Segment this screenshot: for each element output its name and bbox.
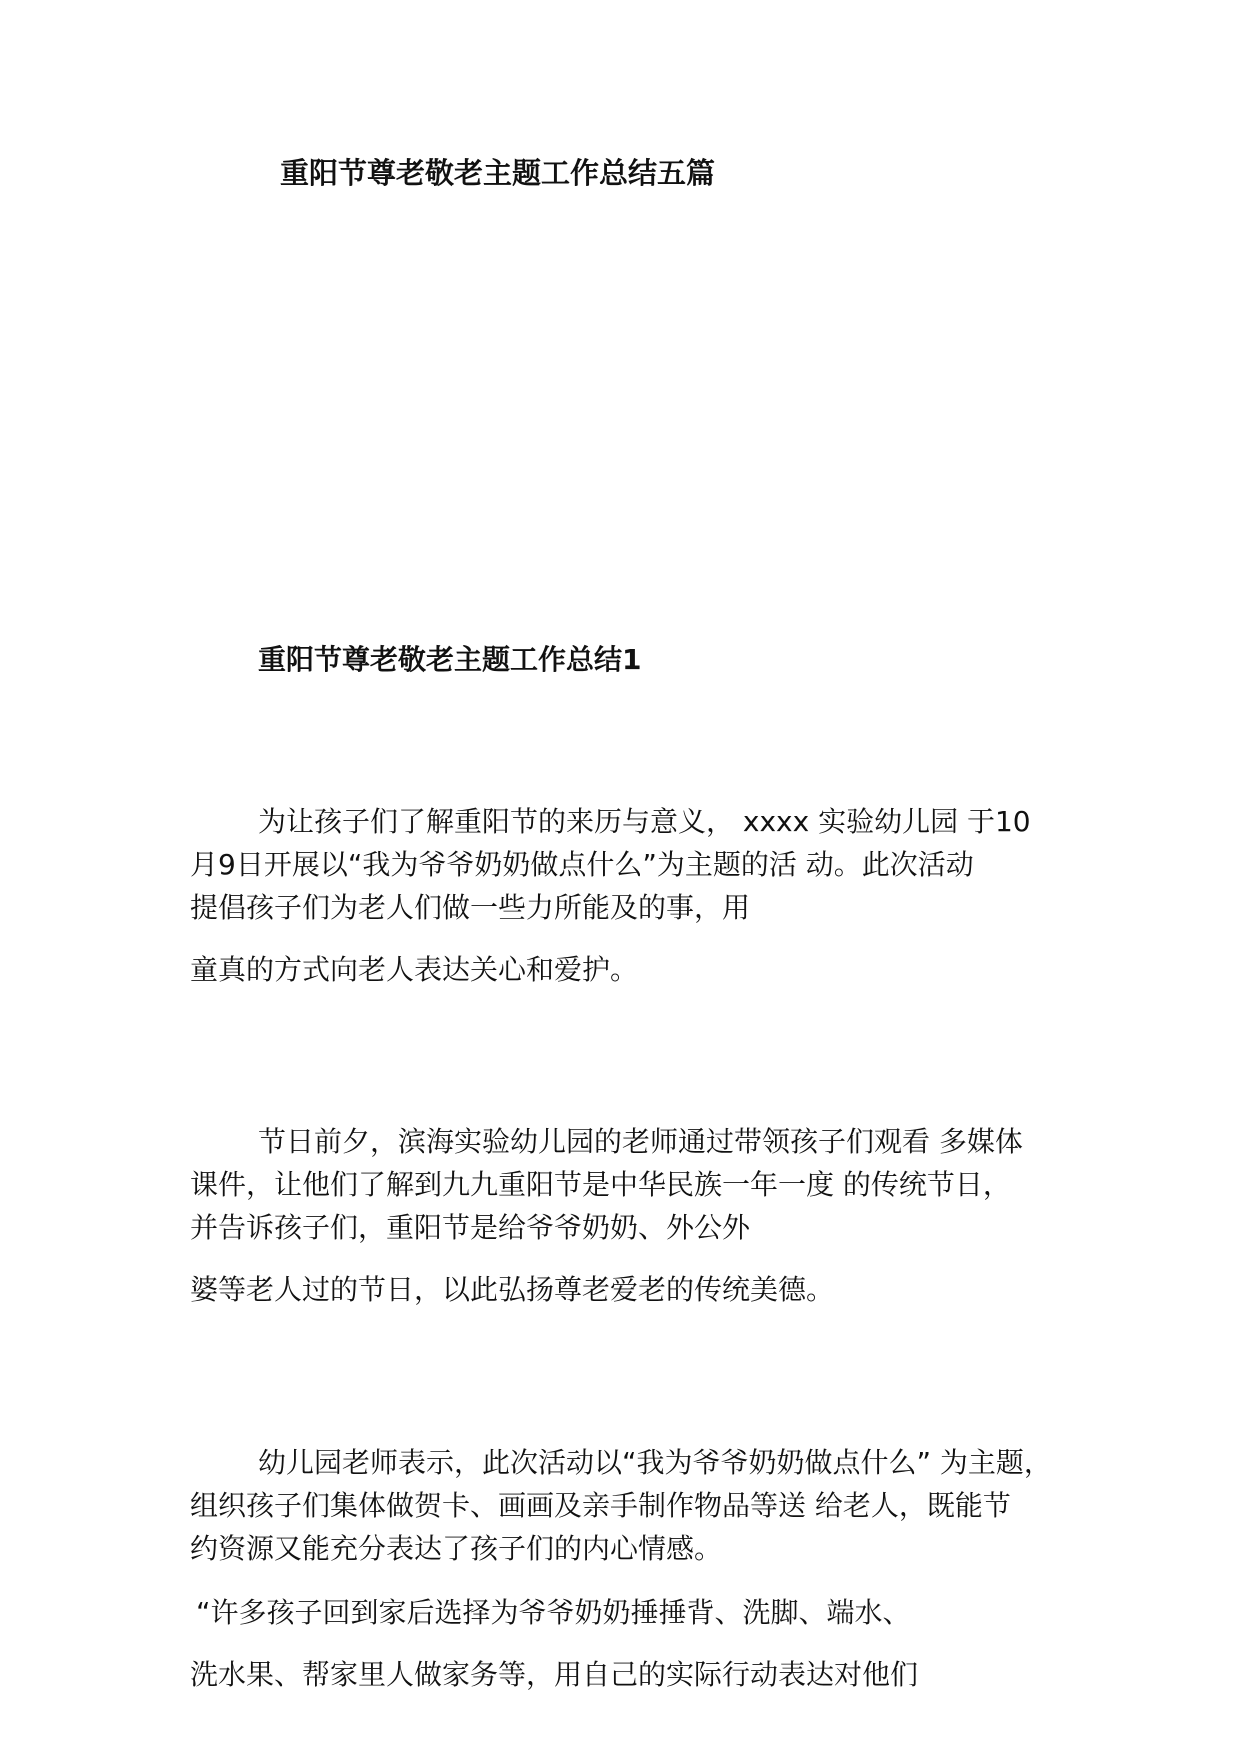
paragraph-1-line-4: 童真的方式向老人表达关心和爱护。 <box>190 953 639 986</box>
paragraph-2-line-4: 婆等老人过的节日，以此弘扬尊老爱老的传统美德。 <box>190 1273 835 1306</box>
paragraph-3-line-2: 组织孩子们集体做贺卡、画画及亲手制作物品等送 给老人，既能节 <box>190 1489 1011 1522</box>
paragraph-1-line-3: 提倡孩子们为老人们做一些力所能及的事，用 <box>190 891 751 924</box>
paragraph-3-line-1: 幼儿园老师表示，此次活动以“我为爷爷奶奶做点什么” 为主题， <box>258 1446 1052 1479</box>
paragraph-3-line-3: 约资源又能充分表达了孩子们的内心情感。 <box>190 1532 723 1565</box>
section-heading: 重阳节尊老敬老主题工作总结1 <box>258 643 642 676</box>
paragraph-4-line-1: “许多孩子回到家后选择为爷爷奶奶捶捶背、洗脚、端水、 <box>196 1596 911 1629</box>
paragraph-2-line-3: 并告诉孩子们，重阳节是给爷爷奶奶、外公外 <box>190 1211 751 1244</box>
paragraph-1-line-1: 为让孩子们了解重阳节的来历与意义， xxxx 实验幼儿园 于10 <box>258 805 1031 838</box>
document-title: 重阳节尊老敬老主题工作总结五篇 <box>280 156 716 190</box>
paragraph-1-line-2: 月9日开展以“我为爷爷奶奶做点什么”为主题的活 动。此次活动 <box>190 848 974 881</box>
paragraph-2-line-1: 节日前夕，滨海实验幼儿园的老师通过带领孩子们观看 多媒体 <box>258 1125 1023 1158</box>
paragraph-4-line-2: 洗水果、帮家里人做家务等，用自己的实际行动表达对他们 <box>190 1658 919 1691</box>
paragraph-2-line-2: 课件，让他们了解到九九重阳节是中华民族一年一度 的传统节日， <box>190 1168 1011 1201</box>
